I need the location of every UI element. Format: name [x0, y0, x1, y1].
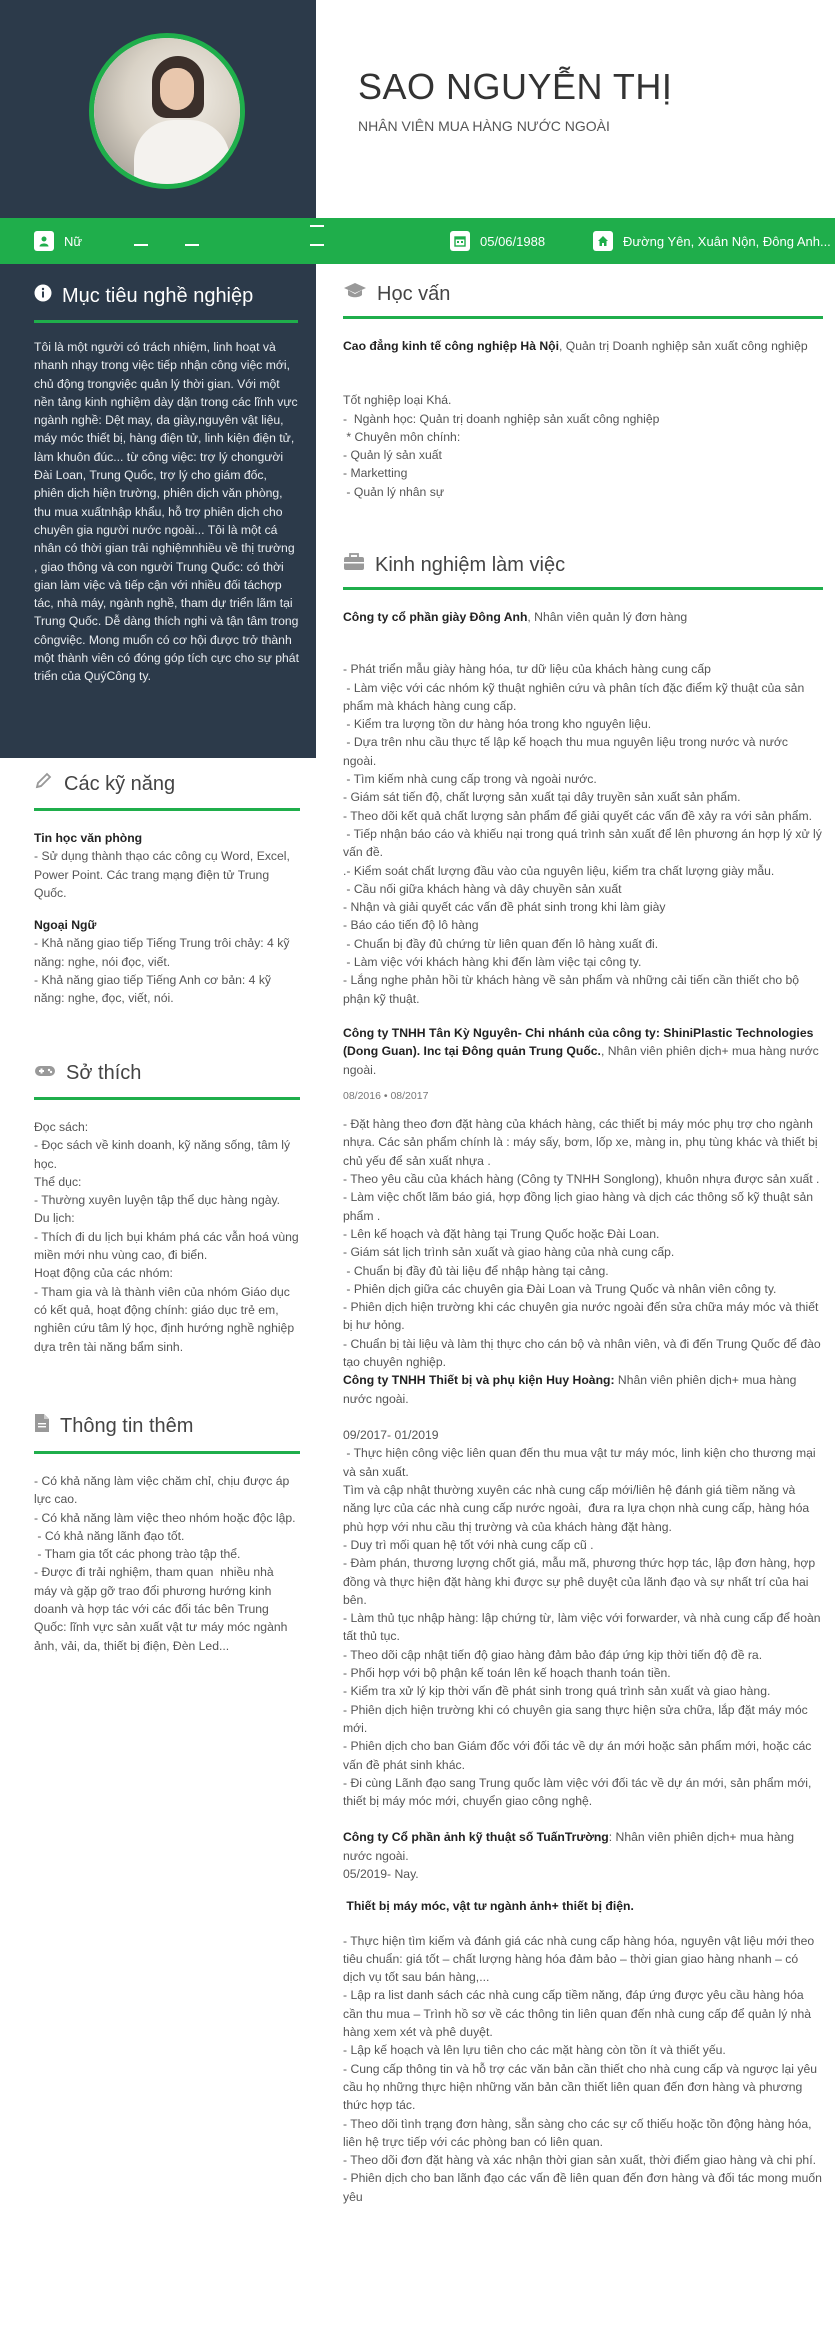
education-section — [343, 282, 823, 501]
job-entry — [343, 1828, 823, 2206]
language-skill-text: - Khả năng giao tiếp Tiếng Trung trôi chảy: 4 kỹ năng: nghe, nói đọc, viết. - Khả năng giao tiếp Tiếng Anh cơ bản: 4 kỹ năng: nghe, đọc, viết, nói. — [34, 936, 290, 1006]
section-underline — [34, 320, 298, 323]
job-entry — [343, 1024, 823, 1371]
career-goal-section — [0, 264, 316, 758]
experience-heading: Kinh nghiệm làm việc — [343, 553, 823, 577]
job-dates: 05/2019- Nay. — [343, 1867, 419, 1881]
section-underline — [34, 1097, 300, 1100]
job-role: : Nhân viên phiên dịch+ mua hàng nước ngoài. — [343, 1830, 795, 1863]
school-name: Cao đẳng kinh tế công nghiệp Hà Nội — [343, 339, 559, 353]
career-goal-text: Tôi là một người có trách nhiệm, linh hoạt và nhanh nhạy trong việc tiếp nhận công việc mới, chủ động trongviệc quản lý thời gian. Với một nền tảng kinh nghiệm dày dặn trong các lĩnh vực ngành nghề: Dệt may, da giày,nguyên vật liệu, máy móc thiết bị, hàng điện tử, linh kiện điện tử, làm khuôn đúc... từ công việc: trợ lý chongười Đài Loan, Trung Quốc, trợ lý cho giám đốc, phiên dịch hiện trường, phiên dịch văn phòng, thu mua xuấtnhập khẩu, hỗ trợ phiên dịch cho chuyên gia người nước ngoài... Tôi là một cá nhân có thời gian trải nghiệmnhiều về thị trường , giao thông và con người Trung Quốc: có thời gian làm việc và tiếp cận với nhiều đối táchợp tác, nhà máy, ngành nghề, tham dự triển lãm tại Trung Quốc. Dễ dàng thích nghi và tận tâm trong côngviệc. Mong muốn có cơ hội được trở thành một thành viên có đóng góp tích cực cho sự phát triển của QuýCông ty. — [34, 340, 299, 684]
office-skill-title: Tin học văn phòng — [34, 831, 143, 845]
job-role: , Nhân viên quản lý đơn hàng — [527, 610, 688, 624]
divider-dash — [185, 244, 199, 246]
divider-dash — [310, 225, 324, 227]
job-entry — [343, 1371, 823, 1810]
school-major: , Quản trị Doanh nghiệp sản xuất công nghiệp — [559, 339, 808, 353]
candidate-position: NHÂN VIÊN MUA HÀNG NƯỚC NGOÀI — [358, 118, 610, 134]
document-icon — [34, 1413, 50, 1439]
job-description: - Đặt hàng theo đơn đặt hàng của khách hàng, các thiết bị máy móc phụ trợ cho ngành nhựa. Các sản phẩm chính là : máy sấy, bơm, lốp xe, màng in, phụ tùng khác và thiết bị chủ yếu để sản xuất nhựa . - Theo yêu cầu của khách hàng (Công ty TNHH Songlong), khuôn nhựa được sản xuất . - Làm việc chốt lãm báo giá, hợp đồng lịch giao hàng và dịch các thông số kỹ thuật sản phẩm . - Lên kế hoạch và đặt hàng tại Trung Quốc hoặc Đài Loan. - Giám sát lịch trình sản xuất và giao hàng của nhà cung cấp. - Chuẩn bị đầy đủ tài liệu để nhập hàng tại cảng. - Phiên dịch giữa các chuyên gia Đài Loan và Trung Quốc và nhân viên công ty. - Phiên dịch hiện trường khi các chuyên gia nước ngoài đến sửa chữa máy móc và thiết bị hư hỏng. - Chuẩn bị tài liệu và làm thị thực cho cán bộ và nhân viên, và đi đến Trung Quốc để đào tạo chuyên nghiệp. — [343, 1117, 821, 1369]
info-circle-icon — [34, 284, 52, 308]
divider-dash — [310, 244, 324, 246]
info-bar — [0, 218, 835, 264]
birthday-field — [450, 230, 545, 252]
birthday-value: 05/06/1988 — [480, 233, 546, 249]
address-value: Đường Yên, Xuân Nộn, Đông Anh... — [623, 233, 831, 249]
education-entry — [343, 337, 823, 501]
job-company: Công ty Cổ phần ảnh kỹ thuật số TuấnTrường — [343, 1830, 609, 1845]
section-underline — [34, 1451, 300, 1454]
graduation-cap-icon — [343, 282, 367, 306]
hobbies-section — [34, 1062, 300, 1356]
calendar-icon — [450, 231, 470, 251]
extra-info-section — [34, 1413, 300, 1655]
education-heading: Học vấn — [343, 282, 823, 306]
office-skill-text: - Sử dụng thành thạo các công cụ Word, Excel, Power Point. Các trang mạng điện tử Trung Quốc. — [34, 849, 294, 900]
skills-heading: Các kỹ năng — [34, 772, 300, 796]
job-role: Nhân viên phiên dịch+ mua hàng nước ngoài. — [343, 1373, 797, 1406]
briefcase-icon — [343, 553, 365, 577]
job-role: , Nhân viên phiên dịch+ mua hàng nước ngoài. — [343, 1044, 819, 1077]
job-company: Công ty TNHH Tân Kỳ Nguyên- Chi nhánh của công ty: ShiniPlastic Technologies (Dong Guan). Inc tại Đông quản Trung Quốc. — [343, 1025, 814, 1059]
extra-info-text: - Có khả năng làm việc chăm chỉ, chịu được áp lực cao. - Có khả năng làm việc theo nhóm hoặc độc lập. - Có khả năng lãnh đạo tốt. - Tham gia tốt các phong trào tập thể. - Được đi trải nghiệm, tham quan nhiều nhà máy và gặp gỡ trao đổi phương hướng kinh doanh và hợp tác với các đối tác bên Trung Quốc: lĩnh vực sản xuất vật tư máy móc ngành ảnh, vải, da, thiết bị điện, Đèn Led... — [34, 1474, 296, 1653]
job-description: - Thực hiện tìm kiếm và đánh giá các nhà cung cấp hàng hóa, nguyên vật liệu mới theo tiêu chuẩn: giá tốt – chất lượng hàng hóa đảm bảo – thời gian giao hàng nhanh – có dịch vụ tốt sau bán hàng,... - Lập ra list danh sách các nhà cung cấp tiềm năng, đáp ứng được yêu cầu hàng hóa cần thu mua – Trình hồ sơ về các thông tin liên quan đến nhà cung cấp để quản lý nhà hàng xem xét và phê duyệt. - Lập kế hoạch và lên lựu tiên cho các mặt hàng còn tồn ít và thiết yếu. - Cung cấp thông tin và hỗ trợ các văn bản cần thiết cho nhà cung cấp và ngược lại yêu cầu họ những thực hiện những văn bản cần thiết liên quan đến đơn hàng và phương thức hợp tác. - Theo dõi tình trạng đơn hàng, sẵn sàng cho các sự cố thiếu hoặc tồn động hàng hóa, liên hệ trực tiếp với các phòng ban có liên quan. - Theo dõi đơn đặt hàng và xác nhận thời gian sản xuất, thời điểm giao hàng và chi phí. - Phiên dịch cho ban lãnh đạo các vấn đề liên quan đến đơn hàng và đối tác mong muốn yêu — [343, 1933, 822, 2204]
section-underline — [34, 808, 300, 811]
divider-dash — [134, 244, 148, 246]
hobbies-heading: Sở thích — [34, 1062, 300, 1085]
gamepad-icon — [34, 1062, 56, 1085]
gender-field — [34, 230, 82, 252]
job-dates: 08/2016 • 08/2017 — [343, 1089, 429, 1102]
section-underline — [343, 587, 823, 590]
hobbies-text: Đọc sách: - Đọc sách về kinh doanh, kỹ năng sống, tâm lý học. Thể dục: - Thường xuyên luyện tập thể dục hàng ngày. Du lịch: - Thích đi du lịch bụi khám phá các vẫn hoá vùng miền mới nhu vùng cao, đi biển. Hoạt động của các nhóm: - Tham gia và là thành viên của nhóm Giáo dục có kết quả, hoạt động chính: giáo dục trẻ em, nghiên cứu tâm lý học, định hướng nghề nghiệp dựa trên tài năng bẩm sinh. — [34, 1120, 299, 1354]
experience-section — [343, 553, 823, 2206]
language-skill-title: Ngoại Ngữ — [34, 918, 97, 933]
address-field — [593, 230, 831, 252]
job-description: - Phát triển mẫu giày hàng hóa, tư dữ liệu của khách hàng cung cấp - Làm việc với các nhóm kỹ thuật nghiên cứu và phân tích đặc điểm kỹ thuật của sản phẩm mà khách hàng cung cấp. - Kiểm tra lượng tồn dư hàng hóa trong kho nguyên liệu. - Dựa trên nhu cầu thực tế lập kế hoạch thu mua nguyên liệu trong nước và nước ngoài. - Tìm kiếm nhà cung cấp trong và ngoài nước. - Giám sát tiến độ, chất lượng sản xuất tại dây truyền sản xuất sản phẩm. - Theo dõi kết quả chất lượng sản phẩm để giải quyết các vấn đề xảy ra với sản phẩm. - Tiếp nhận báo cáo và khiếu nại trong quá trình sản xuất để lên phương án hợp lý xử lý vấn đề. .- Kiểm soát chất lượng đầu vào của nguyên liệu, kiểm tra chất lượng giày mẫu. - Cầu nối giữa khách hàng và dây chuyền sản xuất - Nhận và giải quyết các vấn đề phát sinh trong khi làm giày - Báo cáo tiến độ lô hàng - Chuẩn bị đầy đủ chứng từ liên quan đến lô hàng xuất đi. - Làm việc với khách hàng khi đến làm việc tại công ty. - Lắng nghe phản hồi từ khách hàng về sản phẩm và những cải tiến cần thiết cho bộ phận kỹ thuật. — [343, 662, 822, 1006]
user-icon — [34, 231, 54, 251]
skills-section — [34, 772, 300, 1008]
gender-value: Nữ — [64, 233, 83, 249]
job-entry — [343, 608, 823, 1008]
avatar — [89, 33, 245, 189]
candidate-name: SAO NGUYỄN THỊ — [358, 66, 673, 107]
career-goal-heading: Mục tiêu nghề nghiệp — [34, 284, 253, 308]
pencil-icon — [34, 772, 54, 796]
job-subtitle: Thiết bị máy móc, vật tư ngành ảnh+ thiết bị điện. — [343, 1899, 634, 1914]
home-icon — [593, 231, 613, 251]
job-company: Công ty cổ phần giày Đông Anh — [343, 610, 528, 624]
extra-info-heading: Thông tin thêm — [34, 1413, 300, 1439]
education-details: Tốt nghiệp loại Khá. - Ngành học: Quản trị doanh nghiệp sản xuất công nghiệp * Chuyên môn chính: - Quản lý sản xuất - Marketting - Quản lý nhân sự — [343, 393, 660, 499]
job-company: Công ty TNHH Thiết bị và phụ kiện Huy Hoàng: — [343, 1373, 615, 1388]
header — [0, 0, 835, 218]
section-underline — [343, 316, 823, 319]
job-description: 09/2017- 01/2019 - Thực hiện công việc liên quan đến thu mua vật tư máy móc, linh kiện cho thương mại và sản xuất. Tìm và cập nhật thường xuyên các nhà cung cấp mới/liên hệ đánh giá tiềm năng và năng lực của các nhà cung cấp nước ngoài, đưa ra lựa chọn nhà cung cấp, hàng hóa phù hợp với nhu cầu thị trường và của khách hàng đặt hàng. - Duy trì mối quan hệ tốt với nhà cung cấp cũ . - Đàm phán, thương lượng chốt giá, mẫu mã, phương thức hợp tác, lập đơn hàng, hợp đồng và thực hiện đặt hàng khi được sự phê duyệt của lãnh đạo và sự nhất trí của hai bên. - Làm thủ tục nhập hàng: lập chứng từ, làm việc với forwarder, và nhà cung cấp để hoàn tất thủ tục. - Theo dõi cập nhật tiến độ giao hàng đảm bảo đáp ứng kịp thời tiến độ đề ra. - Phối hợp với bộ phận kế toán lên kế hoạch thanh toán tiền. - Kiểm tra xử lý kịp thời vấn đề phát sinh trong quá trình sản xuất và giao hàng. - Phiên dịch hiện trường khi có chuyên gia sang thực hiện sửa chữa, lắp đặt máy móc mới. - Phiên dịch cho ban Giám đốc với đối tác về dự án mới hoặc sản phẩm mới, hoặc các vấn đề phát sinh khác. - Đi cùng Lãnh đạo sang Trung quốc làm việc với đối tác về dự án mới, sản phẩm mới, thiết bị máy móc mới, chuyển giao công nghệ. — [343, 1428, 821, 1809]
